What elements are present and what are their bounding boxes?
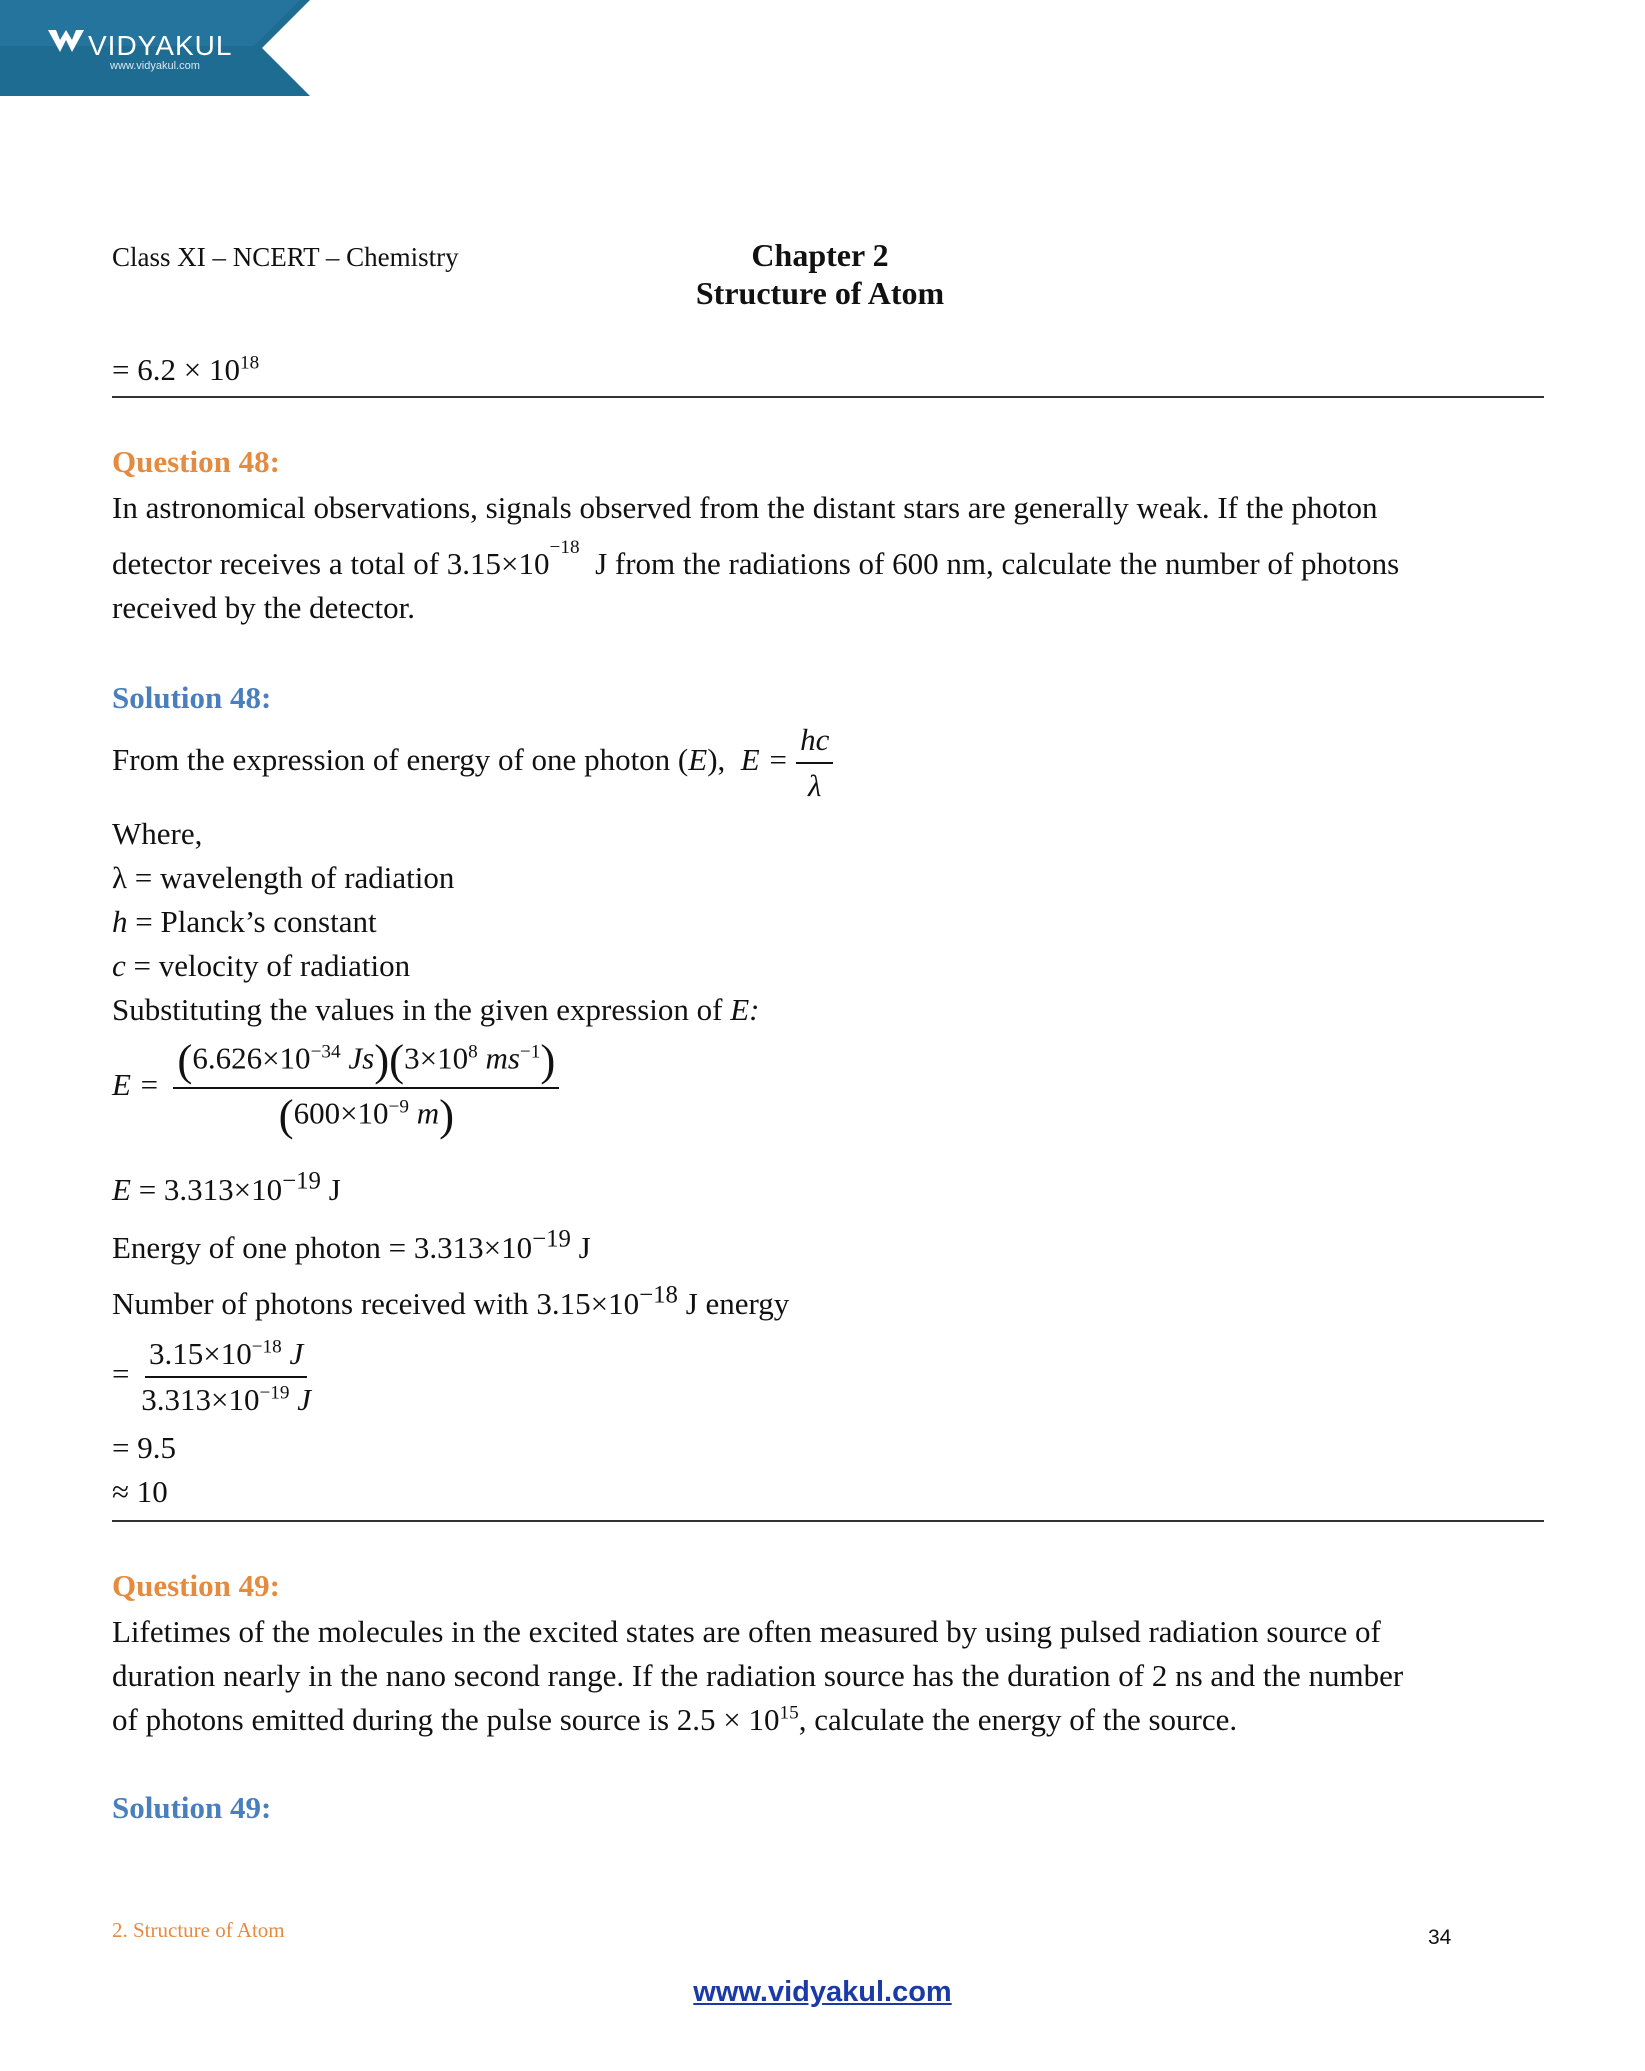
energy-exp: −19: [532, 1225, 571, 1253]
question-49-text: [112, 1610, 1552, 1742]
ratio-numerator: [145, 1336, 307, 1378]
question-48-title: Question 48:: [112, 444, 280, 479]
solution-48-title: Solution 48:: [112, 680, 272, 715]
energy-result: [112, 1167, 341, 1208]
question-48-text: [112, 486, 1552, 630]
subst-E: E:: [730, 992, 760, 1027]
ratio-fraction: [137, 1336, 315, 1417]
number-of-photons-line: [112, 1281, 790, 1322]
formula-fraction: [796, 722, 833, 803]
q48-line2a: detector receives a total of 3.15×10: [112, 546, 550, 581]
den-exp: −9: [388, 1096, 409, 1118]
footer-site-link[interactable]: www.vidyakul.com: [693, 1976, 952, 2008]
divider-1: [112, 396, 1544, 398]
h-symbol: h: [112, 904, 128, 939]
res-exp: −19: [282, 1167, 321, 1195]
result-approx: ≈ 10: [112, 1474, 168, 1509]
energy-unit: J: [578, 1230, 591, 1265]
energy-one-photon: [112, 1225, 591, 1266]
energy-text: Energy of one photon = 3.313×10: [112, 1230, 533, 1265]
lambda-definition: λ = wavelength of radiation: [112, 860, 455, 895]
substitution-equation: [112, 1035, 559, 1140]
footer-site: [0, 1976, 1645, 2009]
q48-line2: [112, 536, 1552, 586]
previous-result-exp: 18: [239, 352, 260, 374]
calc-lhs: E =: [112, 1067, 160, 1103]
q49-line1: Lifetimes of the molecules in the excited states are often measured by using pulsed radiation source of: [112, 1614, 1381, 1649]
q49-line3a: of photons emitted during the pulse source is 2.5 × 10: [112, 1702, 780, 1737]
page-number: 34: [1428, 1926, 1452, 1949]
res-E: E: [112, 1172, 131, 1207]
chapter-title: Structure of Atom: [695, 275, 945, 311]
question-49-title: Question 49:: [112, 1568, 280, 1603]
q48-line2-exp: −18: [549, 536, 580, 558]
calc-fraction: [173, 1035, 559, 1140]
res-text: = 3.313×10: [130, 1172, 283, 1207]
num-a: 6.626×10: [192, 1040, 311, 1076]
number-exp: −18: [639, 1281, 678, 1309]
q48-line1: In astronomical observations, signals observed from the distant stars are generally weak. If the photon: [112, 490, 1378, 525]
intro-E: E: [688, 741, 708, 777]
num-b: 3×10: [404, 1040, 469, 1076]
c-def-text: = velocity of radiation: [125, 948, 411, 983]
formula-denominator: λ: [808, 767, 822, 803]
header-class-label: Class XI – NCERT – Chemistry: [112, 242, 459, 272]
intro-end: ),: [707, 741, 726, 777]
brand-url-small: www.vidyakul.com: [110, 60, 200, 72]
previous-result: [112, 352, 259, 388]
calc-numerator: ($6.626\times 10^{-34}$ $Js)(3\times 10^8$ $ms^{-1}$): [173, 1038, 559, 1089]
brand-name: VIDYAKUL: [88, 30, 233, 61]
previous-result-text: = 6.2 × 10: [112, 352, 240, 387]
number-unit: J energy: [685, 1286, 790, 1321]
ratio-num-exp: −18: [251, 1336, 282, 1358]
den-value: 600×10: [293, 1095, 389, 1131]
chapter-number: Chapter 2: [751, 237, 889, 273]
brand-banner: [0, 0, 310, 96]
ratio-den: 3.313×10: [141, 1381, 260, 1417]
ratio-denominator: [137, 1378, 315, 1418]
final-results: [112, 1426, 176, 1514]
c-definition: [112, 944, 759, 988]
intro-text: From the expression of energy of one photon (: [112, 741, 689, 777]
formula-numerator: hc: [796, 722, 833, 764]
footer-chapter-label: 2. Structure of Atom: [112, 1918, 285, 1942]
num-b-unit: ms: [485, 1040, 520, 1076]
where-label: Where,: [112, 816, 203, 851]
substitution-line: [112, 988, 759, 1032]
chapter-heading: [600, 236, 1040, 312]
den-unit: m: [416, 1095, 440, 1131]
definitions: [112, 812, 759, 1032]
h-def-text: = Planck’s constant: [127, 904, 377, 939]
c-symbol: c: [112, 948, 126, 983]
ratio-equation: [112, 1336, 315, 1417]
res-unit: J: [328, 1172, 341, 1207]
ratio-eq: =: [112, 1355, 130, 1391]
q49-line2: duration nearly in the nano second range. If the radiation source has the duration of 2 ns and the number: [112, 1658, 1404, 1693]
num-b-exp: 8: [468, 1041, 478, 1063]
q49-line3: [112, 1698, 1552, 1742]
vidyakul-logo-icon: [46, 26, 86, 56]
q49-line3-exp: 15: [779, 1702, 799, 1724]
number-text: Number of photons received with 3.15×10: [112, 1286, 640, 1321]
num-a-unit: Js: [348, 1040, 375, 1076]
formula-lhs: E =: [740, 741, 789, 777]
calc-denominator: ($600\times 10^{-9}$ m): [278, 1089, 455, 1140]
divider-2: [112, 1520, 1544, 1522]
subst-text: Substituting the values in the given expression of: [112, 992, 731, 1027]
num-b-unit-exp: −1: [519, 1041, 541, 1063]
q48-line2b: J from the radiations of 600 nm, calculate the number of photons: [595, 546, 1400, 581]
ratio-num: 3.15×10: [148, 1336, 252, 1371]
solution-49-title: Solution 49:: [112, 1790, 272, 1825]
result-value: = 9.5: [112, 1430, 176, 1465]
num-a-exp: −34: [310, 1041, 341, 1063]
q49-line3b: , calculate the energy of the source.: [798, 1702, 1238, 1737]
ratio-den-exp: −19: [259, 1382, 290, 1404]
ratio-num-unit: J: [289, 1336, 304, 1371]
ratio-den-unit: J: [297, 1381, 312, 1417]
q48-line3: received by the detector.: [112, 590, 415, 625]
energy-formula-line: [112, 722, 833, 803]
h-definition: [112, 900, 759, 944]
